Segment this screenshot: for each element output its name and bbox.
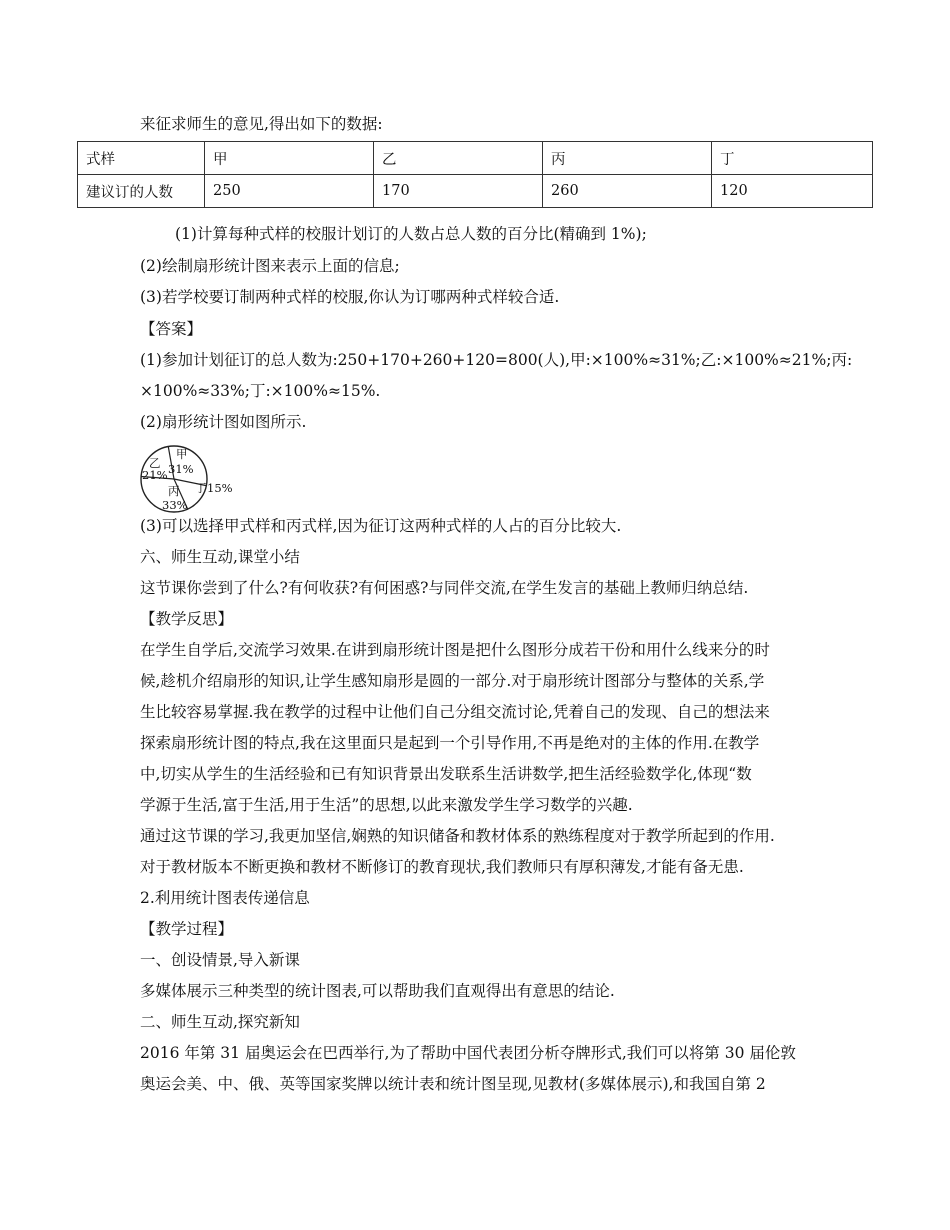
- answer-3: (3)可以选择甲式样和丙式样,因为征订这两种式样的人占的百分比较大.: [140, 517, 622, 535]
- table-cell: 丁: [712, 142, 873, 175]
- reflection-line: 通过这节课的学习,我更加坚信,娴熟的知识储备和教材体系的熟练程度对于教学所起到的作用.: [140, 827, 775, 845]
- survey-table: [77, 141, 873, 208]
- answer-1-line-1: (1)参加计划征订的总人数为:250+170+260+120=800(人),甲:×100%≈31%;乙:×100%≈21%;丙:: [140, 351, 853, 369]
- part-1-text: 多媒体展示三种类型的统计图表,可以帮助我们直观得出有意思的结论.: [140, 982, 615, 1000]
- slice-label-yi: 乙: [149, 456, 161, 470]
- table-cell: 250: [205, 175, 374, 208]
- intro-text: 来征求师生的意见,得出如下的数据:: [140, 115, 383, 133]
- part-2-line: 奥运会美、中、俄、英等国家奖牌以统计表和统计图呈现,见教材(多媒体展示),和我国自第 2: [140, 1075, 766, 1093]
- question-2: (2)绘制扇形统计图来表示上面的信息;: [140, 257, 400, 275]
- question-1: (1)计算每种式样的校服计划订的人数占总人数的百分比(精确到 1%);: [175, 225, 647, 243]
- process-heading: 【教学过程】: [140, 920, 234, 938]
- table-cell: 丙: [543, 142, 712, 175]
- reflection-line: 候,趁机介绍扇形的知识,让学生感知扇形是圆的一部分.对于扇形统计图部分与整体的关系,学: [140, 672, 765, 690]
- part-1-heading: 一、创设情景,导入新课: [140, 951, 300, 969]
- reflection-line: 探索扇形统计图的特点,我在这里面只是起到一个引导作用,不再是绝对的主体的作用.在教学: [140, 734, 760, 752]
- answer-heading: 【答案】: [140, 320, 203, 338]
- reflection-heading: 【教学反思】: [140, 610, 234, 628]
- section-6-text: 这节课你尝到了什么?有何收获?有何困惑?与同伴交流,在学生发言的基础上教师归纳总结.: [140, 579, 749, 597]
- slice-pct-ding: 15%: [207, 481, 233, 495]
- slice-pct-jia: 31%: [168, 462, 194, 476]
- reflection-line: 学源于生活,富于生活,用于生活”的思想,以此来激发学生学习数学的兴趣.: [140, 796, 633, 814]
- slice-label-bing: 丙: [168, 484, 180, 498]
- slice-pct-yi: 21%: [142, 468, 168, 482]
- table-cell: 170: [374, 175, 543, 208]
- table-cell: 260: [543, 175, 712, 208]
- table-cell: 建议订的人数: [78, 175, 205, 208]
- table-row: [78, 142, 873, 175]
- part-2-line: 2016 年第 31 届奥运会在巴西举行,为了帮助中国代表团分析夺牌形式,我们可以将第 30 届伦敦: [140, 1044, 796, 1062]
- section-2-title: 2.利用统计图表传递信息: [140, 889, 310, 907]
- table-cell: 120: [712, 175, 873, 208]
- section-6-heading: 六、师生互动,课堂小结: [140, 548, 300, 566]
- reflection-line: 中,切实从学生的生活经验和已有知识背景出发联系生活讲数学,把生活经验数学化,体现“数: [140, 765, 752, 783]
- table-row: [78, 175, 873, 208]
- reflection-line: 对于教材版本不断更换和教材不断修订的教育现状,我们教师只有厚积薄发,才能有备无患.: [140, 858, 744, 876]
- part-2-heading: 二、师生互动,探究新知: [140, 1013, 300, 1031]
- slice-pct-bing: 33%: [162, 498, 188, 512]
- table-cell: 式样: [78, 142, 205, 175]
- slice-label-ding: 丁: [195, 481, 207, 495]
- reflection-line: 在学生自学后,交流学习效果.在讲到扇形统计图是把什么图形分成若干份和用什么线来分的时: [140, 641, 770, 659]
- table-cell: 甲: [205, 142, 374, 175]
- reflection-line: 生比较容易掌握.我在教学的过程中让他们自己分组交流讨论,凭着自己的发现、自己的想法来: [140, 703, 770, 721]
- pie-chart: [135, 443, 245, 515]
- slice-label-jia: 甲: [176, 447, 188, 461]
- answer-2: (2)扇形统计图如图所示.: [140, 413, 307, 431]
- answer-1-line-2: ×100%≈33%;丁:×100%≈15%.: [140, 382, 381, 400]
- question-3: (3)若学校要订制两种式样的校服,你认为订哪两种式样较合适.: [140, 288, 560, 306]
- table-cell: 乙: [374, 142, 543, 175]
